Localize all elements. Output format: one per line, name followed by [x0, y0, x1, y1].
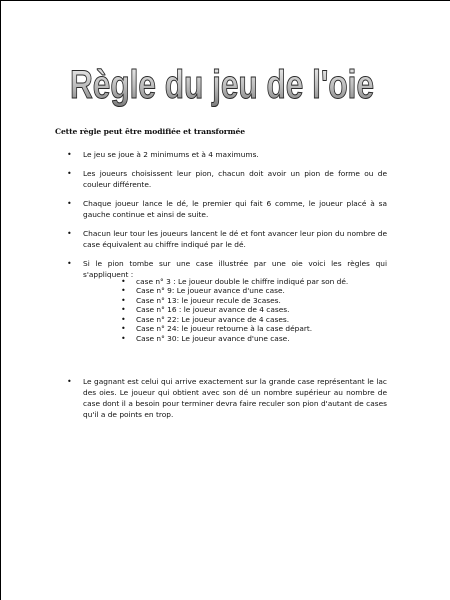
document-title-text: Règle du jeu de l'oie — [70, 63, 374, 107]
bullet-icon: • — [121, 333, 126, 343]
rule-text: Les joueurs choisissent leur pion, chacun doit avoir un pion de forme ou de couleur différente. — [83, 169, 387, 189]
special-case-item — [121, 277, 349, 286]
bullet-icon: • — [67, 199, 72, 208]
rule-item — [67, 376, 387, 420]
special-case-text: case n° 3 : Le joueur double le chiffre indiqué par son dé. — [136, 277, 349, 286]
special-case-text: Case n° 24: le joueur retourne à la case départ. — [136, 324, 313, 334]
bullet-icon: • — [67, 259, 72, 268]
bullet-icon: • — [121, 324, 126, 334]
rule-item — [67, 228, 387, 250]
rule-text: Le gagnant est celui qui arrive exactement sur la grande case représentant le lac des oies. Le joueur qui obtient avec son dé un nombre supérieur au nombre de case dont il a besoin pour terminer devra faire reculer son pion d'autant de cases qu'il a de points en trop. — [83, 377, 387, 419]
bullet-icon: • — [67, 229, 72, 238]
rule-text: Le jeu se joue à 2 minimums et à 4 maximums. — [83, 150, 259, 159]
special-case-text: Case n° 22: Le joueur avance de 4 cases. — [136, 314, 290, 324]
bullet-icon: • — [67, 169, 72, 178]
bullet-icon: • — [67, 377, 72, 386]
document-subtitle: Cette règle peut être modifiée et transformée — [55, 127, 245, 136]
rule-item — [67, 198, 387, 220]
special-case-item — [121, 295, 348, 305]
special-case-item — [121, 286, 348, 296]
special-case-text: Case n° 9: Le joueur avance d'une case. — [136, 286, 285, 296]
special-case-text: Case n° 13: le joueur recule de 3cases. — [136, 295, 281, 305]
bullet-icon: • — [121, 286, 126, 296]
bullet-icon: • — [121, 295, 126, 305]
special-case-text: Case n° 30: Le joueur avance d'une case. — [136, 333, 290, 343]
bullet-icon: • — [121, 277, 126, 286]
special-case-item — [121, 324, 348, 334]
bullet-icon: • — [121, 305, 126, 315]
rule-item — [67, 168, 387, 190]
special-case-item — [121, 314, 348, 324]
special-cases-list — [121, 277, 349, 343]
rule-text: Si le pion tombe sur une case illustrée par une oie voici les règles qui s'appliquent : — [83, 259, 387, 279]
bullet-icon: • — [67, 150, 72, 159]
special-case-item — [121, 305, 348, 315]
rule-item — [67, 149, 387, 160]
document-title — [67, 57, 377, 107]
rule-text: Chacun leur tour les joueurs lancent le dé et font avancer leur pion du nombre de case équivalent au chiffre indiqué par le dé. — [83, 229, 387, 249]
special-case-item — [121, 333, 348, 343]
document-page — [1, 1, 450, 600]
rule-text: Chaque joueur lance le dé, le premier qui fait 6 comme, le joueur placé à sa gauche continue et ainsi de suite. — [83, 199, 387, 219]
bullet-icon: • — [121, 314, 126, 324]
special-case-text: Case n° 16 : le joueur avance de 4 cases. — [136, 305, 290, 315]
